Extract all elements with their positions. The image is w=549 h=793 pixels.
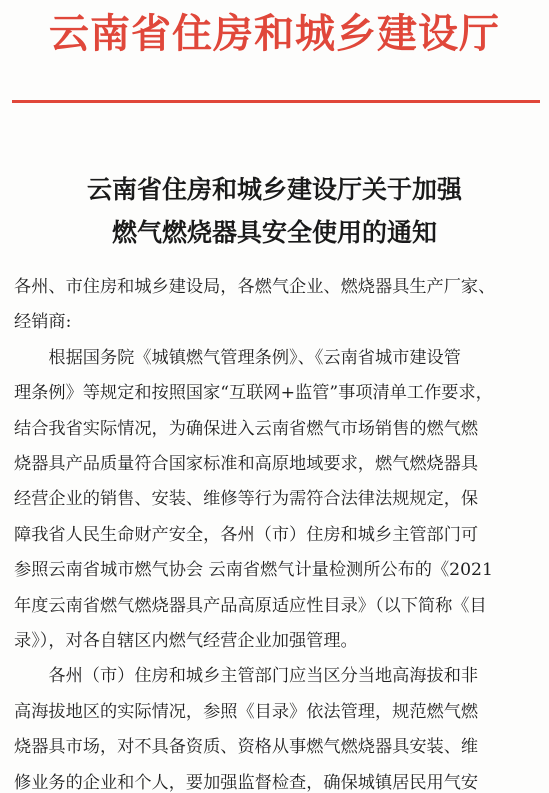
paragraph-1-line: 障我省人民生命财产安全，各州（市）住房和城乡主管部门可 [14,524,479,545]
salutation-line-1: 各州、市住房和城乡建设局，各燃气企业、燃烧器具生产厂家、 [14,277,496,297]
paragraph-2-line: 烧器具市场，对不具备资质、资格从事燃气燃烧器具安装、维 [14,737,479,758]
paragraph-1-line: 理条例》等规定和按照国家“互联网+监管”事项清单工作要求， [14,383,493,404]
paragraph-1-line: 结合我省实际情况，为确保进入云南省燃气市场销售的燃气燃 [14,418,479,439]
red-divider-line [12,100,540,103]
paragraph-1-line: 录》），对各自辖区内燃气经营企业加强管理。 [14,631,358,652]
paragraph-1 [14,341,534,660]
paragraph-1-line: 烧器具产品质量符合国家标准和高原地域要求，燃气燃烧器具 [14,454,479,475]
paragraph-2-line: 各州（市）住房和城乡主管部门应当区分当地高海拔和非 [48,666,479,687]
paragraph-1-line: 年度云南省燃气燃烧器具产品高原适应性目录》（以下简称《目 [14,595,487,616]
paragraph-2 [14,659,534,793]
paragraph-2-line: 高海拔地区的实际情况，参照《目录》依法管理，规范燃气燃 [14,701,479,722]
document-title [0,168,549,254]
paragraph-1-line: 根据国务院《城镇燃气管理条例》、《云南省城市建设管 [48,347,461,368]
salutation-line-2: 经销商: [14,312,72,333]
salutation [14,270,534,341]
paragraph-1-line: 参照云南省城市燃气协会 云南省燃气计量检测所公布的《2021 [14,560,493,581]
paragraph-1-line: 经营企业的销售、安装、维修等行为需符合法律法规规定，保 [14,489,479,510]
masthead-title: 云南省住房和城乡建设厅 [49,11,500,57]
document-body [14,270,534,793]
title-line-2: 燃气燃烧器具安全使用的通知 [111,218,437,247]
paragraph-2-line: 修业务的企业和个人，要加强监督检查，确保城镇居民用气安 [14,772,479,793]
title-line-1: 云南省住房和城乡建设厅关于加强 [86,175,462,204]
